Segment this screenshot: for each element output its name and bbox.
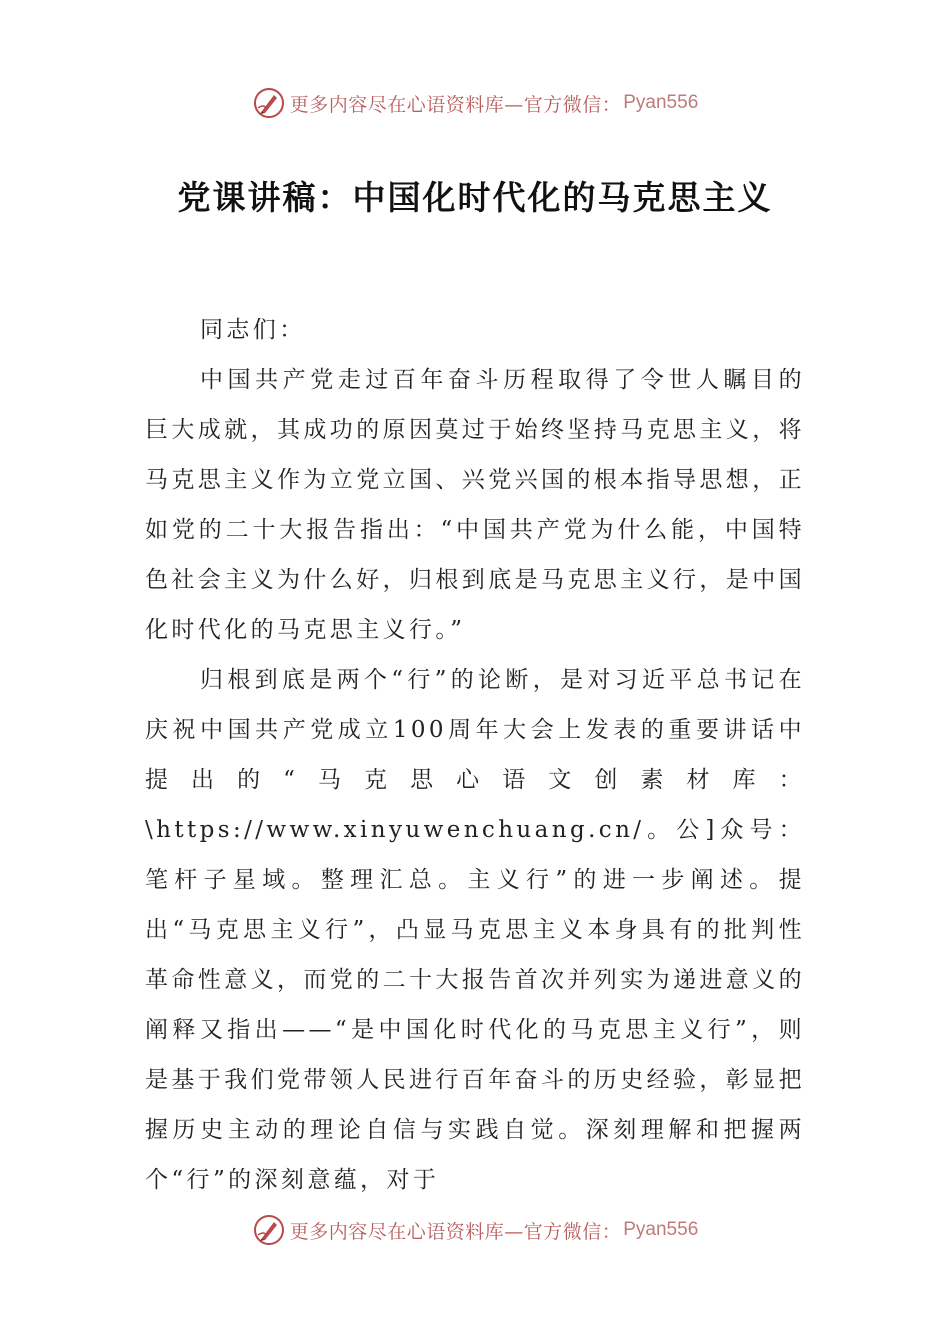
banner-wechat-id: Pyan556 (623, 1219, 699, 1240)
banner-text: 更多内容尽在心语资料库—官方微信： (289, 1220, 622, 1243)
paragraph-2: 归根到底是两个“行”的论断，是对习近平总书记在庆祝中国共产党成立100周年大会上发表的重要讲话中提出的“马克思心语文创素材库：\https://www.xinyuwenchuang.cn/。公]众号：笔杆子星域。整理汇总。主义行”的进一步阐述。提出“马克思主义行”，凸显马克思主义本身具有的批判性革命性意义，而党的二十大报告首次并列实为递进意义的阐释又指出——“是中国化时代化的马克思主义行”，则是基于我们党带领人民进行百年奋斗的历史经验，彰显把握历史主动的理论自信与实践自觉。深刻理解和把握两个“行”的深刻意蕴，对于 (145, 667, 805, 1193)
footer-banner (0, 1205, 950, 1255)
banner-text: 更多内容尽在心语资料库—官方微信： (289, 93, 622, 116)
page-title: 党课讲稿：中国化时代化的马克思主义 (177, 178, 773, 217)
pen-logo-icon (252, 86, 286, 120)
header-banner (0, 78, 950, 128)
greeting: 同志们： (200, 317, 306, 343)
pen-logo-icon (252, 1213, 286, 1247)
document-body (145, 305, 805, 1205)
paragraph-1: 中国共产党走过百年奋斗历程取得了令世人瞩目的巨大成就，其成功的原因莫过于始终坚持马克思主义，将马克思主义作为立党立国、兴党兴国的根本指导思想，正如党的二十大报告指出：“中国共产党为什么能，中国特色社会主义为什么好，归根到底是马克思主义行，是中国化时代化的马克思主义行。” (145, 367, 805, 643)
banner-wechat-id: Pyan556 (623, 92, 699, 113)
